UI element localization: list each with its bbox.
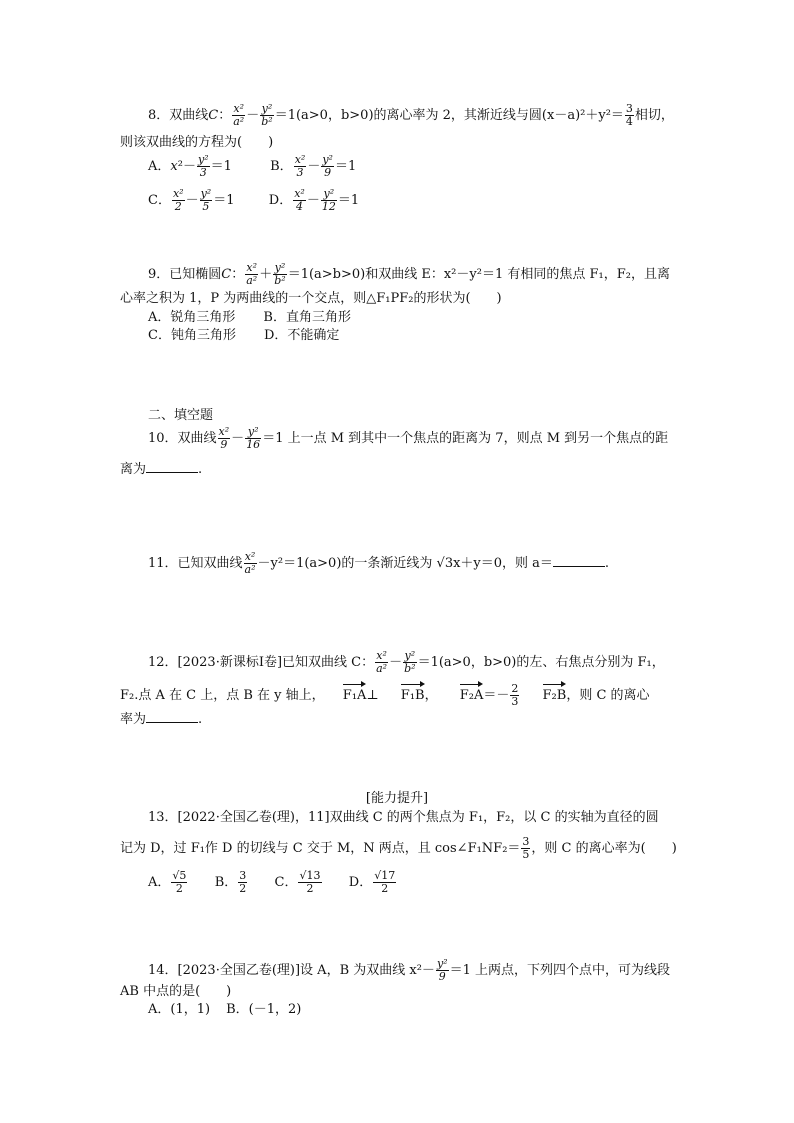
q12-eq: ＝－ bbox=[483, 688, 510, 703]
q8-eq: ＝1( bbox=[274, 108, 302, 123]
q13-opt-a[interactable]: A． bbox=[148, 875, 171, 890]
q8-frac-x: $\frac{\text{x²}}{\text{a²}}$ bbox=[233, 102, 245, 128]
q10-line2 bbox=[120, 460, 202, 479]
q8-line1: 8．双曲线C： $\frac{\text{x²}}{\text{a²}}$ － $\frac{\text{y²}}{\text{b²}}$ ＝1(a>0，b>0)的离心率为 2，其渐近线与圆(x－a)²＋y²＝ $\frac{3}{4}$ 相切， bbox=[148, 102, 674, 128]
q10-answer-blank[interactable] bbox=[146, 460, 198, 473]
q14-line1: 14．[2023·全国乙卷(理)]设 A，B 为双曲线 x²－ $\frac{\text{y²}}{9}$ ＝1 上两点，下列四个点中，可为线段 bbox=[148, 957, 670, 983]
q8-opt-b[interactable]: B． bbox=[270, 159, 293, 174]
q13-opt-b[interactable]: B． bbox=[214, 875, 238, 890]
q13-text-b: ，则 C 的离心率为( ) bbox=[531, 841, 677, 856]
q8-opt-d[interactable]: D． bbox=[268, 193, 293, 208]
q10-line1: 10．双曲线 $\frac{\text{x²}}{9}$ － $\frac{\text{y²}}{16}$ ＝1 上一点 M 到其中一个焦点的距离为 7，则点 M 到另一个焦点的距 bbox=[148, 425, 669, 451]
q8-cond: a>0，b>0 bbox=[301, 108, 369, 123]
q12-vector-f2b: F₂B bbox=[543, 683, 567, 705]
q8-frac-34: $\frac{3}{4}$ bbox=[625, 102, 633, 128]
q12-line1: 12．[2023·新课标Ⅰ卷]已知双曲线 C： $\frac{\text{x²}}{\text{a²}}$ － $\frac{\text{y²}}{\text{b²}}$ ＝1(a>0，b>0)的左、右焦点分别为 F₁， bbox=[148, 649, 665, 675]
q12-vector-f1a: F₁A bbox=[343, 683, 367, 705]
q10-text-c: 离为 bbox=[120, 462, 147, 477]
q12-perp: ⊥ bbox=[366, 688, 379, 703]
q14-options bbox=[148, 1001, 301, 1019]
q9-options-ab bbox=[148, 309, 351, 327]
section-advanced-title: [能力提升] bbox=[365, 791, 429, 806]
section-fill-in-title: 二、填空题 bbox=[148, 408, 214, 423]
q10-text-b: ＝1 上一点 M 到其中一个焦点的距离为 7，则点 M 到另一个焦点的距 bbox=[262, 431, 669, 446]
q13-opt-c[interactable]: C． bbox=[274, 875, 298, 890]
q11-period: . bbox=[604, 556, 610, 571]
q12-text-d: ，则 C 的离心 bbox=[566, 688, 650, 703]
q13-line1: 13．[2022·全国乙卷(理)，11]双曲线 C 的两个焦点为 F₁，F₂，以 C 的实轴为直径的圆 bbox=[148, 810, 659, 825]
q8-text-b: )的离心率为 2，其渐近线与圆(x－a)²＋y²＝ bbox=[368, 108, 624, 123]
q14-text-b: ＝1 上两点，下列四个点中，可为线段 bbox=[449, 963, 670, 978]
q12-line3 bbox=[120, 710, 202, 729]
q11-text-b: －y²＝1(a>0)的一条渐近线为 √3x＋y＝0，则 a＝ bbox=[257, 556, 553, 571]
q9-line1: 9．已知椭圆C： $\frac{\text{x²}}{\text{a²}}$ ＋ $\frac{\text{y²}}{\text{b²}}$ ＝1(a>b>0)和双曲线 E：x²－y²＝1 有相同的焦点 F₁，F₂，且离 bbox=[148, 261, 670, 287]
q9-options-cd bbox=[148, 327, 339, 345]
q8-options-cd: C． $\frac{\text{x²}}{2}$ － $\frac{\text{y²}}{5}$ ＝1 D． $\frac{\text{x²}}{4}$ － $\frac{\text{y²}}{12}$ ＝1 bbox=[148, 187, 360, 213]
q8-opt-a[interactable]: A． bbox=[148, 159, 171, 174]
q12-answer-blank[interactable] bbox=[146, 710, 198, 723]
q9-line2: 心率之积为 1，P 为两曲线的一个交点，则△F₁PF₂的形状为( ) bbox=[120, 291, 502, 306]
q13-opt-d[interactable]: D． bbox=[348, 875, 373, 890]
q8-line2: 则该双曲线的方程为( ) bbox=[120, 135, 274, 150]
q10-period: . bbox=[198, 462, 203, 477]
q8-opt-c[interactable]: C． bbox=[148, 193, 171, 208]
q12-text-e: 率为 bbox=[120, 712, 147, 727]
q8-frac-y: $\frac{\text{y²}}{\text{b²}}$ bbox=[261, 102, 273, 128]
q12-text-c: F₂.点 A 在 C 上，点 B 在 y 轴上， bbox=[120, 688, 325, 703]
q13-frac-35: $\frac{3}{5}$ bbox=[522, 835, 530, 861]
q13-line2 bbox=[120, 836, 677, 861]
q12-line2 bbox=[120, 683, 650, 708]
q9-opt-c[interactable]: C．钝角三角形 bbox=[148, 328, 236, 343]
q12-text-b: ＝1(a>0，b>0)的左、右焦点分别为 F₁， bbox=[417, 655, 665, 670]
q8-text-a: 8．双曲线 bbox=[148, 108, 209, 123]
q14-opt-b[interactable]: B．(－1，2) bbox=[226, 1002, 302, 1017]
q13-options: A． $\frac{√5}{2}$ B． $\frac{3}{2}$ C． $\frac{√13}{2}$ D． $\frac{√17}{2}$ bbox=[148, 869, 396, 895]
q11-text-a: 11．已知双曲线 bbox=[148, 556, 243, 571]
q12-vector-f1b: F₁B bbox=[401, 683, 425, 705]
q10-text-a: 10．双曲线 bbox=[148, 431, 217, 446]
q12-period: . bbox=[198, 712, 203, 727]
q9-opt-a[interactable]: A．锐角三角形 bbox=[148, 310, 236, 325]
q9-text-a: 9．已知椭圆 bbox=[148, 267, 222, 282]
q9-opt-d[interactable]: D．不能确定 bbox=[263, 328, 340, 343]
q11-line1: 11．已知双曲线 $\frac{\text{x²}}{\text{a²}}$ －y²＝1(a>0)的一条渐近线为 √3x＋y＝0，则 a＝ . bbox=[148, 550, 610, 576]
q12-text-a: 12．[2023·新课标Ⅰ卷]已知双曲线 C： bbox=[148, 655, 375, 670]
q12-frac-23: $\frac{2}{3}$ bbox=[511, 682, 519, 708]
q9-text-b: ＝1(a>b>0)和双曲线 E：x²－y²＝1 有相同的焦点 F₁，F₂，且离 bbox=[287, 267, 670, 282]
q14-text-a: 14．[2023·全国乙卷(理)]设 A，B 为双曲线 x²－ bbox=[148, 963, 435, 978]
q8-curve-c: C bbox=[208, 108, 219, 123]
q8-colon: ： bbox=[218, 108, 232, 123]
q12-comma: ， bbox=[424, 688, 438, 703]
q14-opt-a[interactable]: A．(1，1) bbox=[148, 1002, 211, 1017]
q8-options-ab: A．x²－ $\frac{\text{y²}}{3}$ ＝1 B． $\frac{\text{x²}}{3}$ － $\frac{\text{y²}}{9}$ ＝1 bbox=[148, 153, 357, 179]
q8-text-end: 相切， bbox=[634, 108, 674, 123]
q13-text-a: 记为 D，过 F₁作 D 的切线与 C 交于 M，N 两点，且 cos∠F₁NF₂＝ bbox=[120, 841, 521, 856]
q12-vector-f2a: F₂A bbox=[460, 683, 484, 705]
q11-answer-blank[interactable] bbox=[553, 554, 605, 567]
q14-line2: AB 中点的是( ) bbox=[120, 984, 232, 999]
q9-opt-b[interactable]: B．直角三角形 bbox=[263, 310, 351, 325]
